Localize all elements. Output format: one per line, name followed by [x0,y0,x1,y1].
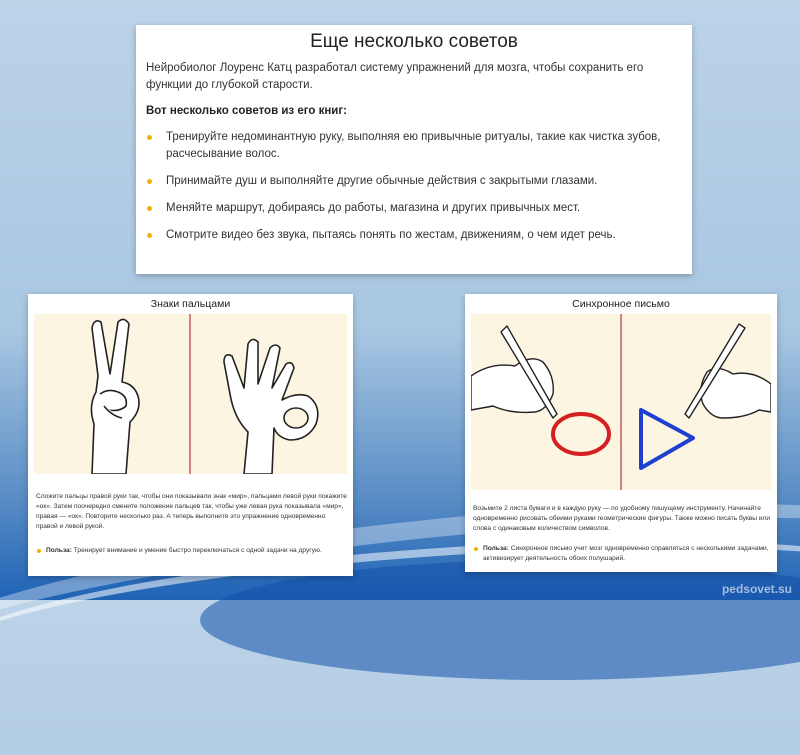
tips-item-text: Меняйте маршрут, добираясь до работы, магазина и других привычных мест. [166,202,581,214]
synchronous-writing-title: Синхронное письмо [572,298,670,310]
ok-sign-hand-icon [224,339,318,474]
bullet-icon [147,233,152,238]
tips-item-text: Тренируйте недоминантную руку, выполняя ею привычные ритуалы, такие как чистка зубов, расчесывание волос. [166,131,661,160]
tips-intro: Нейробиолог Лоуренс Катц разработал систему упражнений для мозга, чтобы сохранить его функции до глубокой старости. [146,62,644,91]
blue-triangle-shape [641,410,693,468]
finger-signs-card [28,294,353,576]
tips-card [136,25,692,274]
synchronous-writing-card [465,294,777,572]
synchronous-writing-illustration [471,314,771,490]
left-writing-hand-icon [471,326,557,418]
benefit-label: Польза: [483,545,509,552]
tips-item-text: Принимайте душ и выполняйте другие обычные действия с закрытыми глазами. [166,175,598,187]
red-circle-shape [553,414,609,454]
synchronous-writing-benefit [473,544,773,564]
tips-list [144,129,679,254]
watermark: pedsovet.su [721,582,792,596]
finger-signs-title: Знаки пальцами [150,298,231,310]
tips-list-item [144,173,679,190]
finger-signs-description: Сложите пальцы правой руки так, чтобы они показывали знак «мир», пальцами левой руки покажите «ок». Затем поочередно смените положение пальцев так, чтобы уже левая рука показывала «мир», правая — «ок». Повторите несколько раз. А теперь выполните это упражнение одновременно правой и левой рукой. [36,493,347,530]
finger-signs-benefit [36,546,346,556]
benefit-text: Тренирует внимание и умение быстро переключаться с одной задачи на другую. [73,547,322,554]
finger-signs-illustration [34,314,347,474]
bullet-icon [147,135,152,140]
tips-list-item [144,227,679,244]
peace-sign-hand-icon [91,319,139,474]
benefit-label: Польза: [46,547,72,554]
bullet-icon [147,206,152,211]
tips-list-item [144,200,679,217]
bullet-icon [37,549,41,553]
benefit-text: Синхронное письмо учит мозг одновременно справляться с несколькими задачами, активизирует деятельность обоих полушарий. [483,545,769,562]
tips-subhead: Вот несколько советов из его книг: [146,105,347,117]
bullet-icon [474,547,478,551]
tips-title: Еще несколько советов [310,31,518,52]
tips-item-text: Смотрите видео без звука, пытаясь понять по жестам, движениям, о чем идет речь. [166,229,616,241]
tips-list-item [144,129,679,163]
bullet-icon [147,179,152,184]
right-writing-hand-icon [685,324,771,418]
synchronous-writing-description: Возьмите 2 листа бумаги и в каждую руку — по удобному пишущему инструменту. Начинайте одновременно рисовать обеими руками геометрические фигуры. Также можно писать буквы или слова с одинаковым количеством символов. [473,505,771,532]
